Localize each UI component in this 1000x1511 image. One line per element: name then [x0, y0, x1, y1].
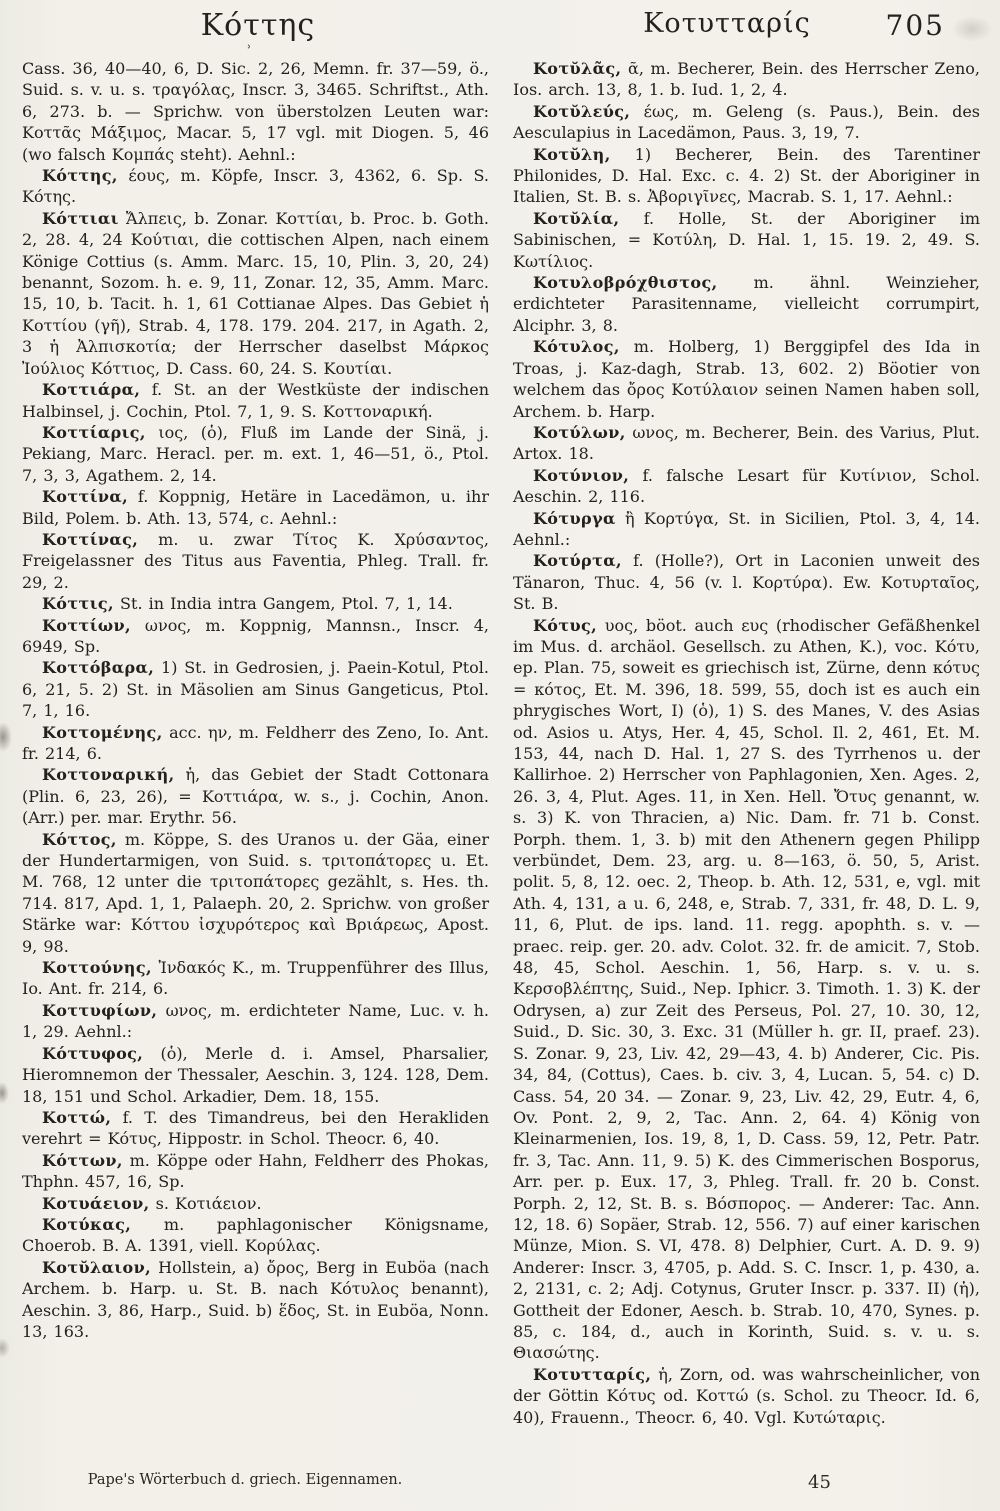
entry-headword: Κοττούνης,: [42, 958, 152, 978]
dictionary-entry: Κοττυφίων, ωνος, m. erdichteter Name, Luc. v. h. 1, 29. Aehnl.:: [22, 1000, 489, 1042]
running-head-left-keyword: Κόττης: [200, 8, 316, 43]
dictionary-entry: Κότυς, υος, böot. auch ευς (rhodischer Gefäßhenkel im Mus. d. archäol. Gesellsch. zu Athen, Κ.), voc. Κότυ, ep. Plan. 75, soweit es griechisch ist, Zürne, denn κότυς = κότος, Et. M. 396, 18. 599, 55, doch ist es auch ein phrygisches Wort, I) (ὁ), 1) S. des Manes, V. des Asias od. Asios u. Atys, Her. 4, 45, Schol. Il. 2, 461, Et. M. 153, 44, nach D. Hal. 1, 27 S. des Tyrrhenos u. der Kallirhoe. 2) Herrscher von Paphlagonien, Xen. Ages. 2, 26. 3, 4, Plut. Ages. 11, in Xen. Hell. Ὄτυς genannt, w. s. 3) K. von Thracien, a) Nic. Dam. fr. 71 b. Const. Porph. them. 1, 3. b) mit den Athenern gegen Philipp verbündet, Dem. 23, arg. u. 8—163, ö. 50, 5, Arist. polit. 5, 8, 12. oec. 2, Theop. b. Ath. 12, 531, e, vgl. mit Ath. 4, 131, a u. 6, 248, e, Strab. 7, 331, fr. 48, D. L. 9, 11, 6, Plut. de ips. land. 11. regg. apophth. s. v. — praec. reip. ger. 20. adv. Colot. 32. fr. de amicit. 7, Stob. 48, 45, Schol. Aeschin. 1, 56, Harp. s. v. u. s. Κερσοβλέπτης, Suid., Nep. Iphicr. 3. Timoth. 1. 3) K. der Odrysen, a) zur Zeit des Perseus, Pol. 27, 10. 30, 12, Suid., D. Sic. 30, 3. Exc. 31 (Müller h. gr. II, praef. 23). S. Zonar. 9, 23, Liv. 42, 29—43, 4. b) Anderer, Cic. Pis. 34, 84, (Cottus), Caes. b. civ. 3, 4, Lucan. 5, 54. c) D. Cass. 54, 20 34. — Zonar. 9, 23, Liv. 42, 29, Eutr. 4, 6, Ov. Pont. 2, 9, 2, Tac. Ann. 2, 64. 4) König von Kleinarmenien, Ios. 19, 8, 1, D. Cass. 59, 12, Petr. Patr. fr. 3, Tac. Ann. 11, 9. 5) K. des Cimmerischen Bosporus, Arr. per. p. Eux. 17, 3, Phleg. Trall. fr. 20 b. Const. Porph. 2, 12, St. B. s. Βόσπορος. — Anderer: Tac. Ann. 12, 18. 6) Sopäer, Strab. 12, 556. 7) auf einer karischen Münze, Mion. S. VI, 478. 8) Delphier, Curt. A. D. 9. 9) Anderer: Inscr. 3, 4705, p. Add. S. C. Inscr. 1, p. 430, a. 2, 2131, c. 2; Adj. Cotynus, Gruter Inscr. p. 337. II) (ἡ), Gottheit der Edoner, Aesch. b. Strab. 10, 470, Synes. p. 85, c. 184, d., auch in Korinth, Suid. s. v. u. s. Θιασώτης.: [513, 615, 980, 1363]
continuation-paragraph: Cass. 36, 40—40, 6, D. Sic. 2, 26, Memn. fr. 37—59, ö., Suid. s. v. u. s. τραγόλας, Inscr. 3, 3465. Schriftst., Ath. 6, 273. b. — Sprichw. von überstolzen Leuten war: Κοττᾶς Μάξιμος, Macar. 5, 17 vgl. mit Diogen. 5, 46 (wo falsch Κομπάς steht). Aehnl.:: [22, 59, 489, 164]
imprint-line: Pape's Wörterbuch d. griech. Eigennamen.: [87, 1472, 403, 1488]
scan-smudge: [952, 16, 992, 42]
entry-headword: Κοττίνας,: [42, 529, 139, 549]
entry-headword: Κοτῠλία,: [533, 208, 620, 228]
entry-headword: Κοτύρτα,: [533, 551, 622, 571]
running-head: [0, 8, 1000, 60]
dictionary-entry: Κοττιάρα, f. St. an der Westküste der indischen Halbinsel, j. Cochin, Ptol. 7, 1, 9. S. Κοττοναρική.: [22, 380, 489, 421]
dictionary-entry: Κοτύρτα, f. (Holle?), Ort in Laconien unweit des Tänaron, Thuc. 4, 56 (v. l. Κορτύρα). Ew. Κοτυρταῖος, St. B.: [513, 551, 980, 614]
dictionary-entry: Κοτυάειον, s. Κοτιάειον.: [42, 1193, 262, 1213]
dictionary-entry: Κοττοναρική, ἡ, das Gebiet der Stadt Cottonara (Plin. 6, 23, 26), = Κοττιάρα, w. s., j. Cochin, Anon. (Arr.) per. mar. Erythr. 56.: [22, 765, 489, 828]
right-column: [513, 58, 980, 1453]
entry-headword: Κοττίαρις,: [42, 422, 146, 442]
dictionary-entry: Κοττίαρις, ιος, (ὁ), Fluß im Lande der Sinä, j. Pekiang, Marc. Heracl. per. m. ext. 1, 46—51, ö., Ptol. 7, 3, 3, Agathem. 2, 14.: [22, 422, 489, 485]
dictionary-entry: Κοτύλων, ωνος, m. Becherer, Bein. des Varius, Plut. Artox. 18.: [513, 422, 980, 464]
dictionary-entry: Κοτῠλη, 1) Becherer, Bein. des Tarentiner Philonides, D. Hal. Exc. c. 4. 2) St. der Aboriginer in Italien, St. B. s. Ἀβοριγῖνες, Macrab. S. 1, 17. Aehnl.:: [513, 144, 980, 207]
entry-headword: Κοτύκας,: [42, 1214, 132, 1234]
entry-headword: Κοτῠλᾶς,: [533, 59, 622, 78]
dictionary-entry: Κοττίνα, f. Koppnig, Hetäre in Lacedämon, u. ihr Bild, Polem. b. Ath. 13, 574, c. Aehnl.:: [22, 487, 489, 528]
scan-smudge: [0, 722, 12, 752]
entry-headword: Κοττίνα,: [42, 487, 129, 507]
entry-headword: Κοτύλων,: [533, 422, 626, 442]
entry-headword: Κότυς,: [533, 615, 598, 635]
scan-smudge: [0, 1082, 9, 1104]
dictionary-entry: Κοτύκας, m. paphlagonischer Königsname, Choerob. B. A. 1391, viell. Κορύλας.: [22, 1214, 489, 1256]
entry-headword: Κοτῠλεύς,: [533, 101, 631, 121]
dictionary-entry: Κοτῠλαιον, Hollstein, a) ὄρος, Berg in Euböa (nach Archem. b. Harp. u. St. B. nach Κότυλος benannt), Aeschin. 3, 86, Harp., Suid. b) ἕδος, St. in Euböa, Nonn. 13, 163.: [22, 1257, 489, 1341]
entry-headword: Κότυργα: [533, 508, 616, 528]
dictionary-entry: Κοτυτταρίς, ἡ, Zorn, od. was wahrscheinlicher, von der Göttin Κότυς od. Κοττώ (s. Schol. zu Theocr. Id. 6, 40), Frauenn., Theocr. 6, 40. Vgl. Κυτώταρις.: [513, 1364, 980, 1427]
scan-mark: ʾ: [247, 42, 252, 60]
entry-headword: Κοτῠλη,: [533, 144, 611, 164]
entry-headword: Κότυλος,: [533, 337, 620, 357]
text-columns: [22, 58, 980, 1453]
dictionary-entry: Κότυργα ἢ Κορτύγα, St. in Sicilien, Ptol. 3, 4, 14. Aehnl.:: [513, 508, 980, 549]
entry-headword: Κοτυάειον,: [42, 1193, 150, 1213]
entry-headword: Κόττυφος,: [42, 1043, 144, 1063]
dictionary-entry: Κοττώ, f. T. des Timandreus, bei den Herakliden verehrt = Κότυς, Hippostr. in Schol. Theocr. 6, 40.: [22, 1107, 489, 1149]
entry-headword: Κοττίων,: [42, 615, 131, 635]
sheet-signature-number: 45: [808, 1472, 831, 1493]
entry-headword: Κόττις,: [42, 594, 114, 614]
entry-headword: Κοττυφίων,: [42, 1000, 158, 1020]
running-head-right-keyword: Κοτυτταρίς: [643, 8, 811, 39]
dictionary-entry: Κοττίων, ωνος, m. Koppnig, Mannsn., Inscr. 4, 6949, Sp.: [22, 615, 489, 656]
dictionary-entry: Κόττος, m. Köppe, S. des Uranos u. der Gäa, einer der Hundertarmigen, von Suid. s. τριτοπάτορες u. Et. M. 768, 12 unter die τριτοπάτορες gezählt, s. Hes. th. 714. 817, Apd. 1, 1, Palaeph. 20, 2. Sprichw. von großer Stärke war: Κόττου ἰσχυρότερος καὶ Βριάρεως, Apost. 9, 98.: [22, 829, 489, 956]
scan-smudge: [0, 1338, 10, 1358]
dictionary-entry: Κοτῠλᾶς, ᾶ, m. Becherer, Bein. des Herrscher Zeno, Ios. arch. 13, 8, 1. b. Iud. 1, 2, 4.: [513, 59, 980, 100]
entry-headword: Κοτυτταρίς,: [533, 1364, 652, 1384]
dictionary-entry: Κοττούνης, Ἰνδακός Κ., m. Truppenführer des Illus, Io. Ant. fr. 214, 6.: [22, 958, 489, 999]
dictionary-entry: Κοτῠλία, f. Holle, St. der Aboriginer im Sabinischen, = Κοτύλη, D. Hal. 1, 15. 19. 2, 49. S. Κωτίλιος.: [513, 208, 980, 271]
entry-headword: Κόττος,: [42, 829, 117, 849]
dictionary-entry: Κόττων, m. Köppe oder Hahn, Feldherr des Phokas, Thphn. 457, 16, Sp.: [22, 1150, 489, 1192]
dictionary-entry: Κόττιαι Ἄλπεις, b. Zonar. Κοττίαι, b. Proc. b. Goth. 2, 28. 4, 24 Κούτιαι, die cottischen Alpen, nach einem Könige Cottius (s. Amm. Marc. 15, 10, Plin. 3, 20, 24) benannt, Sozom. h. e. 9, 11, Zonar. 12, 35, Amm. Marc. 15, 10, b. Tacit. h. 1, 61 Cottianae Alpes. Das Gebiet ἡ Κοττίου (γῆ), Strab. 4, 178. 179. 204. 217, in Agath. 2, 3 ἡ Ἀλπισκοτία; der Herrscher daselbst Μάρκος Ἰούλιος Κόττιος, D. Cass. 60, 24. S. Κουτίαι.: [22, 208, 489, 378]
entry-headword: Κόττων,: [42, 1150, 123, 1170]
entry-headword: Κοττοναρική,: [42, 765, 175, 785]
dictionary-entry: Κόττης, έους, m. Köpfe, Inscr. 3, 4362, 6. Sp. S. Κότης.: [22, 166, 489, 207]
entry-headword: Κοτύνιον,: [533, 465, 630, 485]
entry-headword: Κοτυλοβρόχθιστος,: [533, 273, 718, 293]
dictionary-entry: Κοτῠλεύς, έως, m. Geleng (s. Paus.), Bein. des Aesculapius in Lacedämon, Paus. 3, 19, 7.: [513, 101, 980, 143]
page-number: 705: [885, 9, 945, 42]
dictionary-entry: Κοττίνας, m. u. zwar Τίτος Κ. Χρύσαντος, Freigelassner des Titus aus Faventia, Phleg. Trall. fr. 29, 2.: [22, 529, 489, 592]
dictionary-entry: Κοττομένης, acc. ην, m. Feldherr des Zeno, Io. Ant. fr. 214, 6.: [22, 722, 489, 763]
dictionary-entry: Κόττις, St. in India intra Gangem, Ptol. 7, 1, 14.: [42, 594, 453, 614]
left-column: [22, 58, 489, 1453]
dictionary-entry: Κοτυλοβρόχθιστος, m. ähnl. Weinzieher, erdichteter Parasitenname, vielleicht corrumpirt, Alciphr. 3, 8.: [513, 273, 980, 335]
entry-headword: Κοττόβαρα,: [42, 658, 155, 678]
entry-headword: Κοττώ,: [42, 1107, 112, 1127]
dictionary-entry: Κόττυφος, (ὁ), Merle d. i. Amsel, Pharsalier, Hieromnemon der Thessaler, Aeschin. 3, 124. 128, Dem. 18, 151 und Schol. Arkadier, Dem. 18, 155.: [22, 1043, 489, 1106]
entry-headword: Κοτῠλαιον,: [42, 1257, 152, 1277]
entry-headword: Κόττιαι: [42, 208, 119, 228]
dictionary-entry: Κότυλος, m. Holberg, 1) Berggipfel des Ida in Troas, j. Kaz-dagh, Strab. 13, 602. 2) Böotier von welchem das ὄρος Κοτύλαιον seinen Namen haben soll, Archem. b. Harp.: [513, 337, 980, 421]
entry-headword: Κοττομένης,: [42, 722, 163, 742]
dictionary-entry: Κοττόβαρα, 1) St. in Gedrosien, j. Paein-Kotul, Ptol. 6, 21, 5. 2) St. in Mäsolien am Sinus Gangeticus, Ptol. 7, 1, 16.: [22, 658, 489, 721]
dictionary-entry: Κοτύνιον, f. falsche Lesart für Κυτίνιον, Schol. Aeschin. 2, 116.: [513, 465, 980, 507]
entry-headword: Κόττης,: [42, 166, 118, 186]
entry-headword: Κοττιάρα,: [42, 380, 141, 400]
